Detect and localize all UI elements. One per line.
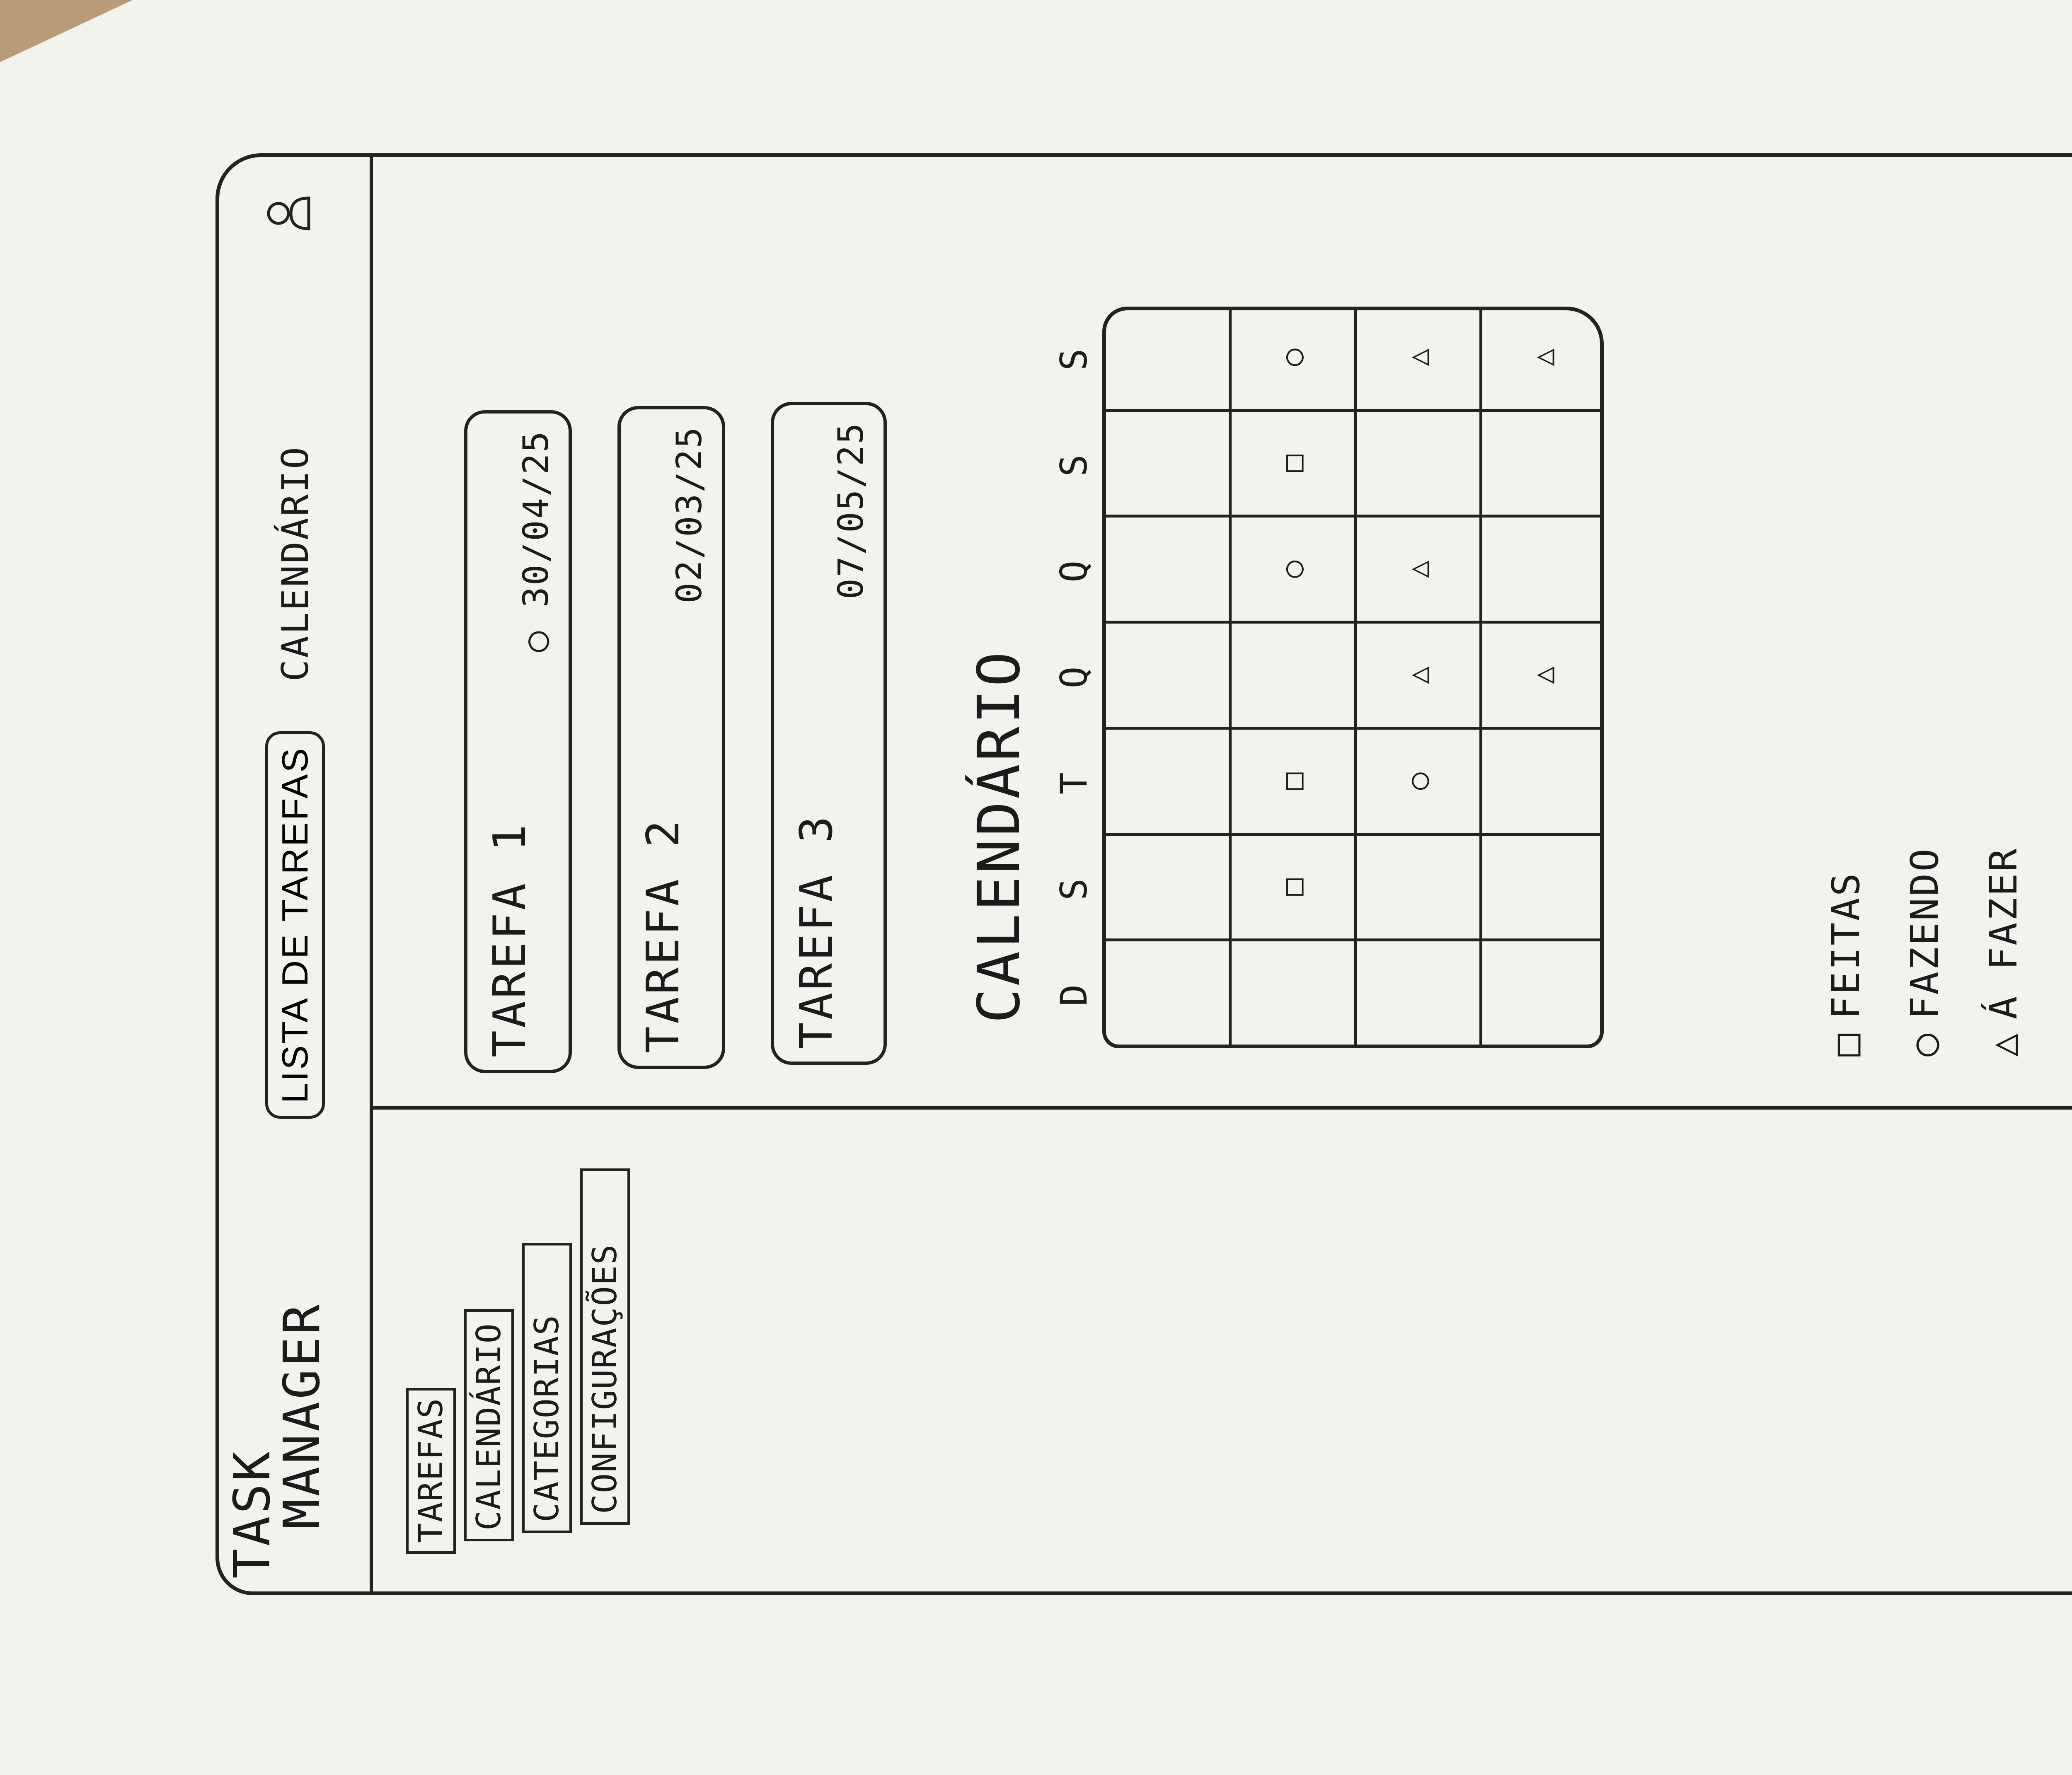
tasks-list-button[interactable]: LISTA DE TAREFAS — [265, 731, 325, 1119]
legend-item-doing — [1886, 847, 1964, 1057]
task-date — [516, 430, 556, 652]
calendar-weekdays — [1053, 307, 1098, 1048]
header-nav — [265, 445, 325, 1119]
calendar-day-cell[interactable] — [1232, 938, 1357, 1045]
calendar-day-cell[interactable]: ○ — [1232, 307, 1357, 409]
calendar-weekday: D — [1053, 984, 1095, 1006]
calendar-link[interactable]: CALENDÁRIO — [274, 445, 317, 682]
calendar — [1053, 307, 1566, 1048]
task-status-icon: ○ — [516, 630, 556, 652]
calendar-day-cell[interactable] — [1106, 621, 1232, 727]
legend-label: FAZENDO — [1903, 847, 1947, 1019]
calendar-weekday: Q — [1053, 560, 1095, 583]
calendar-day-cell[interactable] — [1106, 938, 1232, 1045]
calendar-weekday: S — [1053, 455, 1095, 477]
sidebar-item-label: TAREFAS — [411, 1397, 450, 1543]
calendar-day-cell[interactable] — [1482, 409, 1604, 515]
legend-item-done — [1807, 847, 1886, 1057]
task-date-value: 30/04/25 — [516, 430, 556, 608]
calendar-day-cell[interactable] — [1482, 833, 1604, 939]
sidebar-item-label: CATEGORIAS — [528, 1314, 566, 1522]
app-header — [215, 153, 373, 1595]
legend-symbol: △ — [1981, 1032, 2026, 1057]
calendar-day-cell[interactable] — [1232, 621, 1357, 727]
legend-label: FEITAS — [1824, 871, 1868, 1019]
task-card[interactable] — [617, 406, 725, 1069]
calendar-weekday: Q — [1053, 666, 1095, 689]
legend-symbol: □ — [1824, 1032, 1868, 1057]
main-content — [373, 153, 2072, 1106]
calendar-day-cell[interactable] — [1357, 409, 1482, 515]
user-icon[interactable] — [265, 195, 311, 232]
calendar-grid — [1102, 307, 1604, 1048]
status-legend — [1807, 847, 2043, 1057]
calendar-day-cell[interactable]: □ — [1232, 833, 1357, 939]
calendar-day-cell[interactable] — [1357, 938, 1482, 1045]
calendar-day-cell[interactable]: ○ — [1357, 727, 1482, 833]
calendar-day-cell[interactable] — [1357, 833, 1482, 939]
wireframe-sketch — [215, 153, 2072, 1595]
calendar-weekday: T — [1053, 772, 1095, 795]
legend-item-todo — [1964, 847, 2043, 1057]
task-card[interactable] — [464, 410, 572, 1073]
sidebar-item-calendario[interactable] — [464, 1309, 514, 1541]
legend-symbol: ○ — [1903, 1032, 1947, 1057]
calendar-day-cell[interactable] — [1482, 727, 1604, 833]
sidebar — [373, 1106, 2072, 1595]
calendar-day-cell[interactable] — [1482, 938, 1604, 1045]
sidebar-item-label: CONFIGURAÇÕES — [586, 1243, 624, 1514]
calendar-day-cell[interactable] — [1106, 515, 1232, 621]
sidebar-item-configuracoes[interactable] — [580, 1168, 630, 1525]
calendar-day-cell[interactable] — [1106, 307, 1232, 409]
app-title-line1: TASK — [224, 1449, 281, 1579]
calendar-day-cell[interactable] — [1106, 727, 1232, 833]
calendar-day-cell[interactable]: □ — [1232, 409, 1357, 515]
app-title — [224, 1302, 331, 1579]
task-date-value: 02/03/25 — [669, 426, 709, 604]
calendar-day-cell[interactable] — [1482, 515, 1604, 621]
calendar-day-cell[interactable] — [1106, 833, 1232, 939]
calendar-title: CALENDÁRIO — [966, 649, 1033, 1023]
calendar-day-cell[interactable]: △ — [1482, 621, 1604, 727]
calendar-day-cell[interactable]: △ — [1357, 307, 1482, 409]
task-card[interactable] — [771, 402, 887, 1065]
task-name: TAREFA 1 — [484, 822, 536, 1057]
sidebar-item-tarefas[interactable] — [406, 1388, 456, 1554]
calendar-weekday: S — [1053, 348, 1095, 371]
calendar-weekday: S — [1053, 878, 1095, 900]
task-name: TAREFA 2 — [637, 817, 689, 1053]
calendar-day-cell[interactable]: △ — [1482, 307, 1604, 409]
calendar-day-cell[interactable]: △ — [1357, 621, 1482, 727]
calendar-day-cell[interactable] — [1106, 409, 1232, 515]
calendar-day-cell[interactable]: □ — [1232, 727, 1357, 833]
sidebar-item-label: CALENDÁRIO — [470, 1323, 508, 1531]
calendar-day-cell[interactable]: ○ — [1232, 515, 1357, 621]
task-name: TAREFA 3 — [791, 813, 842, 1049]
app-title-line2: MANAGER — [274, 1302, 331, 1529]
legend-label: Á FAZER — [1981, 847, 2026, 1019]
task-date-value: 07/05/25 — [830, 422, 871, 600]
calendar-day-cell[interactable]: △ — [1357, 515, 1482, 621]
sidebar-item-categorias[interactable] — [522, 1243, 572, 1533]
